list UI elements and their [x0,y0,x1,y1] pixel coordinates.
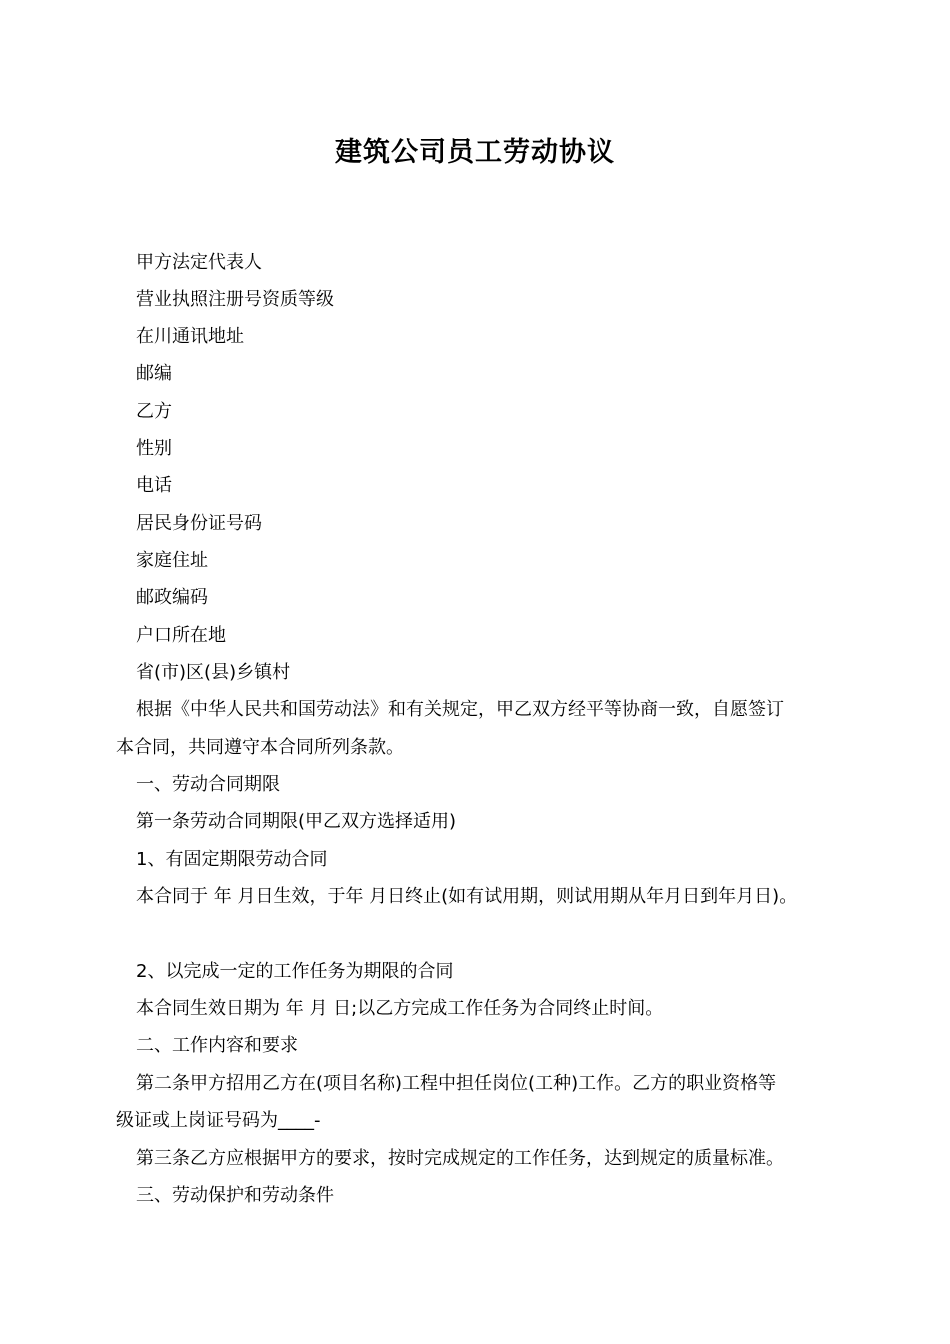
article-1: 第一条劳动合同期限(甲乙双方选择适用) [136,811,457,832]
paragraph-preamble-line-2: 本合同，共同遵守本合同所列条款。 [116,737,404,758]
field-gender: 性别 [136,438,172,459]
clause-fixed-term-text: 本合同于 年 月日生效，于年 月日终止(如有试用期，则试用期从年月日到年月日)。 [136,886,798,907]
article-2-line-1: 第二条甲方招用乙方在(项目名称)工程中担任岗位(工种)工作。乙方的职业资格等 [136,1073,777,1094]
article-3: 第三条乙方应根据甲方的要求，按时完成规定的工作任务，达到规定的质量标准。 [136,1148,784,1169]
article-2-line-2: 级证或上岗证号码为____- [116,1110,321,1131]
paragraph-preamble-line-1: 根据《中华人民共和国劳动法》和有关规定，甲乙双方经平等协商一致，自愿签订 [136,699,784,720]
field-province-county: 省(市)区(县)乡镇村 [136,662,291,683]
section-heading-2: 二、工作内容和要求 [136,1035,298,1056]
clause-fixed-term: 1、有固定期限劳动合同 [136,849,328,870]
field-phone: 电话 [136,475,172,496]
field-id-number: 居民身份证号码 [136,513,262,534]
field-postcode: 邮编 [136,363,172,384]
section-heading-1: 一、劳动合同期限 [136,774,280,795]
field-household-registration: 户口所在地 [136,625,226,646]
field-address: 在川通讯地址 [136,326,244,347]
field-party-a-representative: 甲方法定代表人 [136,252,262,273]
clause-task-based-text: 本合同生效日期为 年 月 日;以乙方完成工作任务为合同终止时间。 [136,998,664,1019]
field-home-address: 家庭住址 [136,550,208,571]
clause-task-based: 2、以完成一定的工作任务为期限的合同 [136,961,454,982]
field-postal-code: 邮政编码 [136,587,208,608]
document-title: 建筑公司员工劳动协议 [335,137,615,168]
field-business-license: 营业执照注册号资质等级 [136,289,334,310]
field-party-b: 乙方 [136,401,172,422]
section-heading-3: 三、劳动保护和劳动条件 [136,1185,334,1206]
